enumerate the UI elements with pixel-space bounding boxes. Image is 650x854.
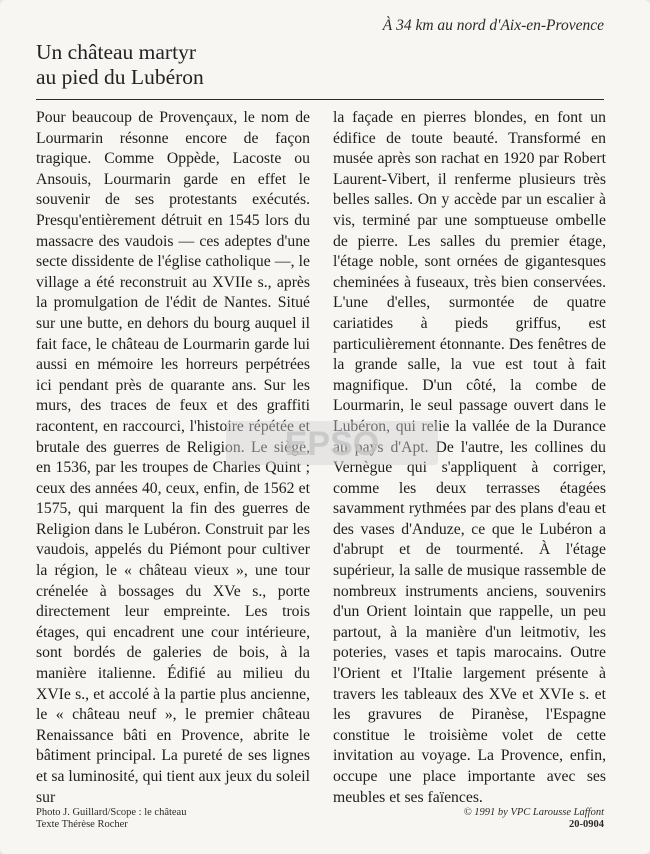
card-code: 20-0904 xyxy=(569,819,604,830)
body-text-left: Pour beaucoup de Provençaux, le nom de Lourmarin résonne encore de façon tragique. Comme Oppède, Lacoste ou Ansouis, Lourmarin garde en effet le souvenir de ses protestants exécutés. Presqu'entièrement détruit en 1545 lors du massacre des vaudois — ces adeptes d'une secte dissidente de l'église catholique —, le village a été reconstruit au XVIIe s., après la promulgation de l'édit de Nantes. Situé sur une butte, en dehors du bourg auquel il fait face, le château de Lourmarin garde lui aussi en mémoire les horreurs perpétrées ici pendant près de quarante ans. Sur les murs, des traces de feux et des graffiti racontent, en raccourci, l'histoire répétée et brutale des guerres de Religion. Le siège, en 1536, par les troupes de Charles Quint ; ceux des années 40, ceux, enfin, de 1562 et 1575, qui marquent la fin des guerres de Religion dans le Lubéron. Construit par les vaudois, appelés du Piémont pour cultiver la région, le « château vieux », une tour crénelée à bossages du XVe s., porte directement leur empreinte. Les trois étages, qui encadrent une cour intérieure, sont bordés de galeries de bois, à la manière italienne. Édifié au milieu du XVIe s., et accolé à la partie plus ancienne, le « château neuf », le premier château Renaissance bâti en Provence, abrite le bâtiment principal. La pureté de ses lignes et sa luminosité, qui tient aux jeux du soleil sur xyxy=(36,109,310,806)
body-text-right: la façade en pierres blondes, en font un édifice de toute beauté. Transformé en musée après son rachat en 1920 par Robert Laurent-Vibert, il renferme plusieurs très belles salles. On y accède par un escalier à vis, terminé par une somptueuse ombelle de pierre. Les salles du premier étage, l'étage noble, sont ornées de gigantesques cheminées à fuseaux, très bien conservées. L'une d'elles, surmontée de quatre cariatides à pieds griffus, est particulièrement étonnante. Des fenêtres de la grande salle, la vue est tout à fait magnifique. D'un côté, la combe de Lourmarin, le seul passage ouvert dans le Lubéron, qui relie la vallée de la Durance au pays d'Apt. De l'autre, les collines du Vernègue qui s'appliquent à corriger, comme les deux terrasses étagées savamment rythmées par des plans d'eau et des vases d'Anduze, ce que le Lubéron a d'abrupt et de tourmenté. À l'étage supérieur, la salle de musique rassemble de nombreux instruments anciens, souvenirs d'un Orient lointain que rappelle, un peu partout, à la manière d'un leitmotiv, les poteries, vases et tapis marocains. Outre l'Orient et l'Italie largement présente à travers les tableaux des XVe et XVIe s. et les gravures de Piranèse, l'Espagne constitue le troisième volet de cette invitation au voyage. La Provence, enfin, occupe une place importante avec ses meubles et ses faïences. xyxy=(333,109,606,806)
page-title xyxy=(36,40,204,90)
photo-credit: Photo J. Guillard/Scope : le château xyxy=(36,807,187,818)
text-credit: Texte Thérèse Rocher xyxy=(36,819,128,830)
text-column-right xyxy=(333,108,606,808)
text-column-left xyxy=(36,108,310,808)
title-line-2: au pied du Lubéron xyxy=(36,65,204,89)
footer-copyright xyxy=(464,807,604,831)
footer-credits xyxy=(36,807,186,831)
location-subtitle: À 34 km au nord d'Aix-en-Provence xyxy=(382,17,604,34)
title-line-1: Un château martyr xyxy=(36,40,196,64)
svg-text:EPSO: EPSO xyxy=(284,425,380,463)
copyright-notice: © 1991 by VPC Larousse Laffont xyxy=(463,807,604,818)
header-divider xyxy=(36,99,604,100)
